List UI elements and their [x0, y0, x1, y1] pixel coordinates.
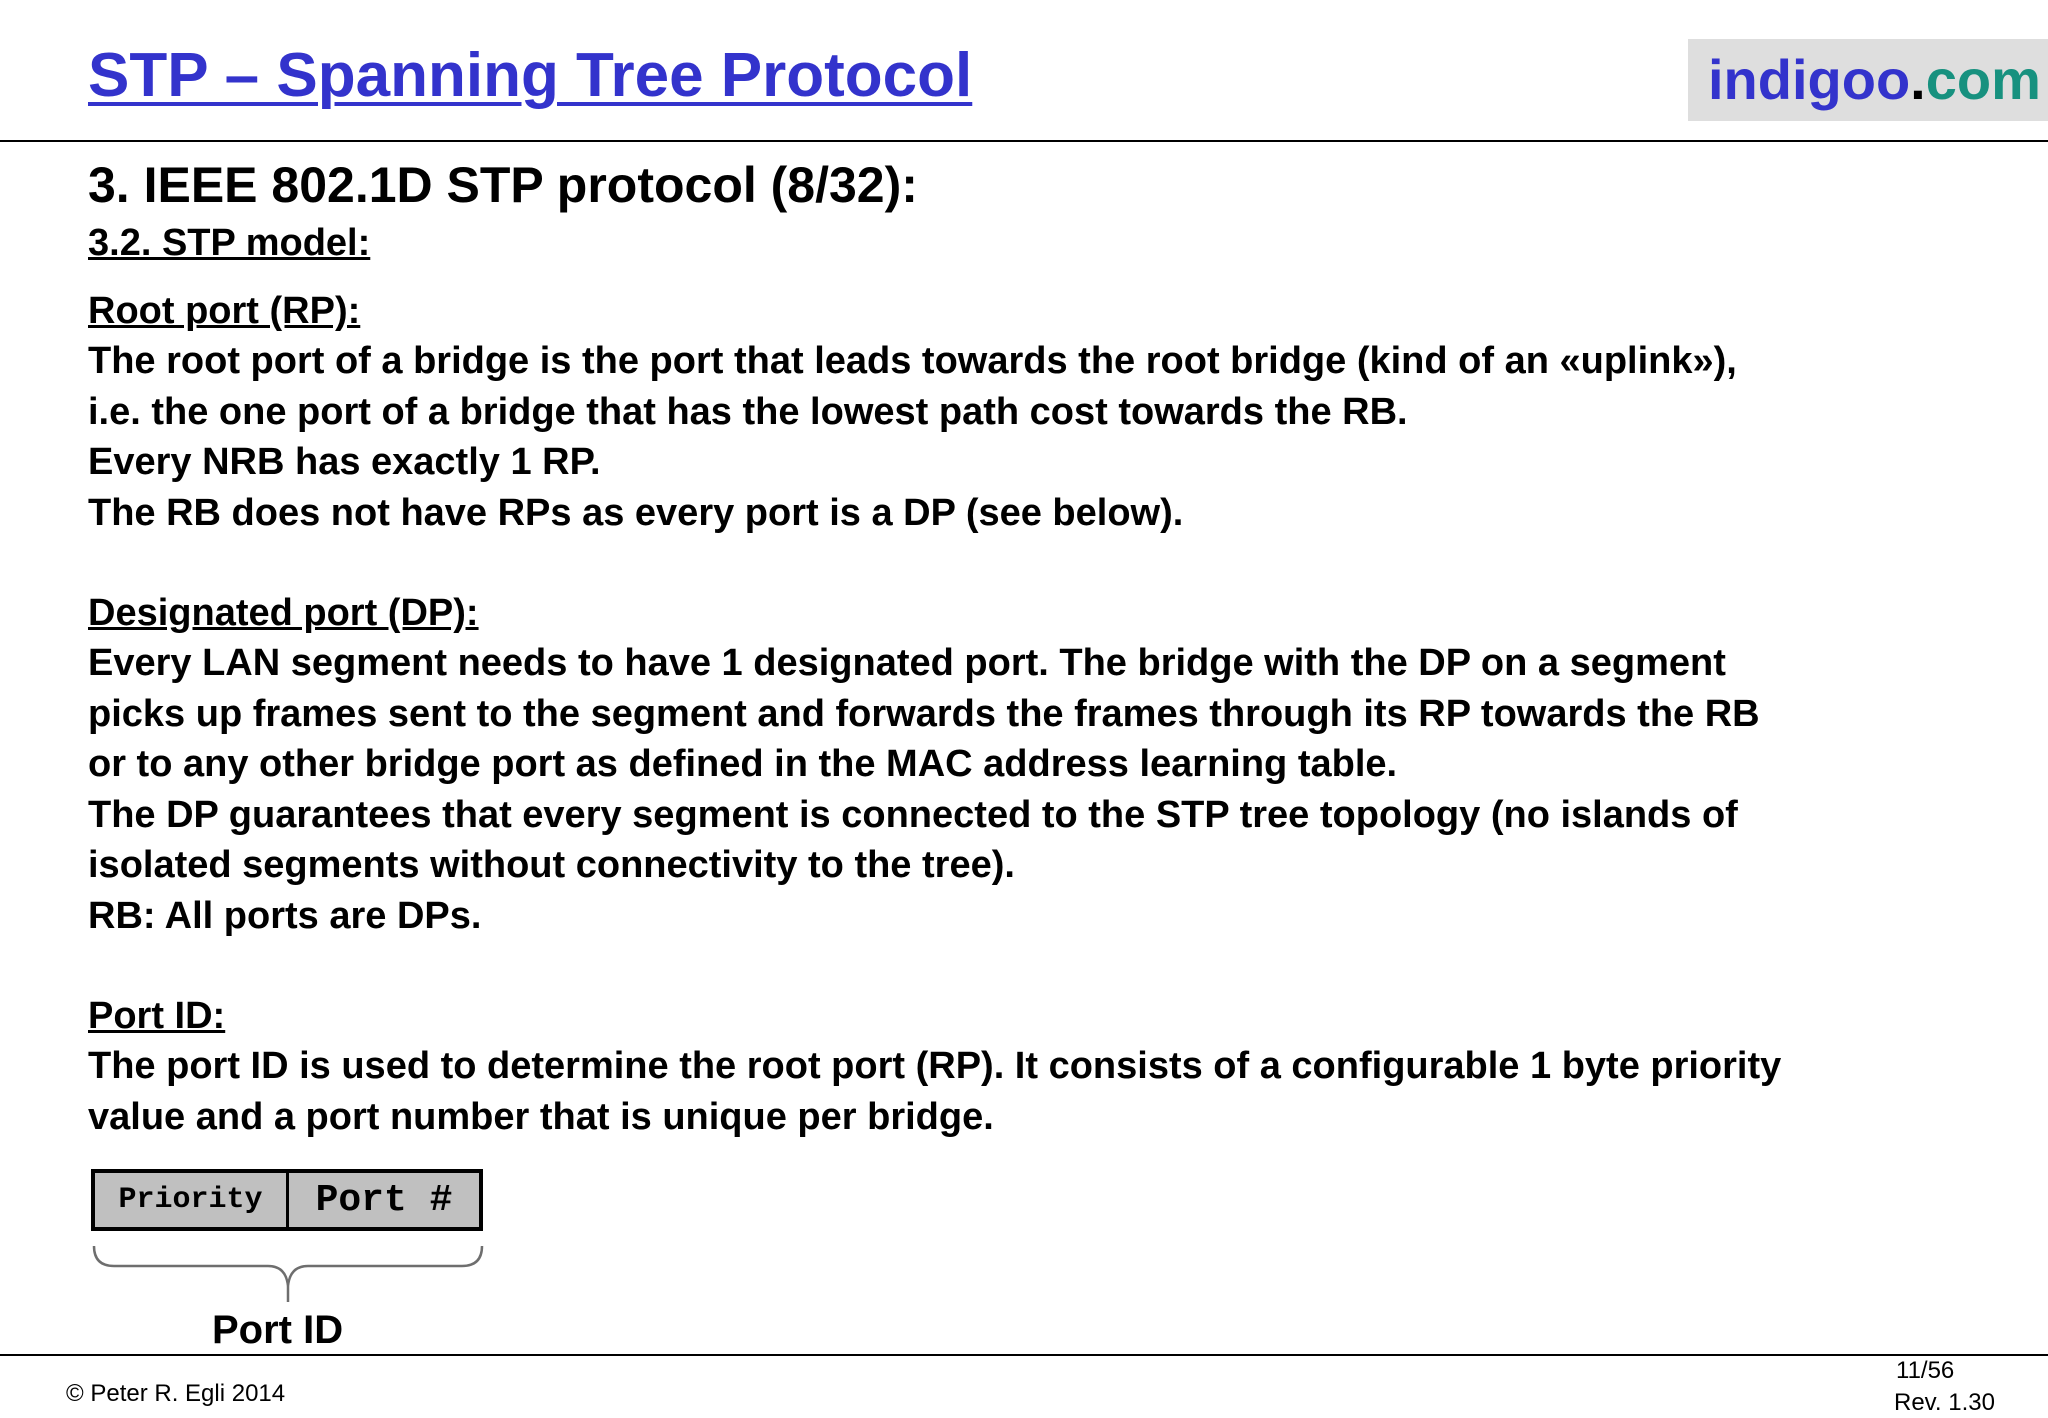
paragraph-line: The DP guarantees that every segment is connected to the STP tree topology (no islands of: [88, 793, 1738, 836]
paragraph-line: Every NRB has exactly 1 RP.: [88, 441, 601, 483]
slide-heading: 3. IEEE 802.1D STP protocol (8/32):: [88, 157, 918, 213]
section-title: Designated port (DP):: [88, 592, 479, 634]
slide-body: [88, 152, 2018, 1142]
paragraph-line: Every LAN segment needs to have 1 designated port. The bridge with the DP on a segment: [88, 642, 1726, 684]
revision-label: Rev. 1.30: [1894, 1389, 1995, 1416]
header-divider: [0, 140, 2048, 142]
port-id-field-diagram: [91, 1169, 483, 1231]
curly-brace-icon: [90, 1244, 486, 1306]
footer-divider: [0, 1354, 2048, 1356]
page-number: 11/56: [1896, 1357, 1955, 1384]
paragraph-line: i.e. the one port of a bridge that has the lowest path cost towards the RB.: [88, 390, 1408, 433]
paragraph-line: isolated segments without connectivity to the tree).: [88, 844, 1015, 886]
paragraph-line: RB: All ports are DPs.: [88, 894, 482, 937]
paragraph-line: or to any other bridge port as defined in the MAC address learning table.: [88, 743, 1398, 785]
paragraph-line: The root port of a bridge is the port that leads towards the root bridge (kind of an «uplink»),: [88, 340, 1737, 382]
paragraph-line: picks up frames sent to the segment and forwards the frames through its RP towards the RB: [88, 692, 1760, 735]
section-title: Root port (RP):: [88, 290, 361, 332]
section-root-port: [88, 286, 2018, 538]
paragraph-line: The port ID is used to determine the root port (RP). It consists of a configurable 1 byte priority: [88, 1045, 1782, 1087]
brand-dot: .: [1910, 48, 1926, 111]
section-title: Port ID:: [88, 995, 226, 1037]
section-port-id: [88, 991, 2018, 1142]
paragraph-line: value and a port number that is unique per bridge.: [88, 1095, 994, 1138]
brand-logo: [1688, 39, 2048, 121]
brand-name-part: indigoo: [1708, 48, 1911, 111]
port-number-field: Port #: [315, 1178, 453, 1222]
paragraph-line: The RB does not have RPs as every port is a DP (see below).: [88, 491, 1184, 534]
slide-title-link[interactable]: STP – Spanning Tree Protocol: [88, 41, 973, 110]
brand-domain-part: com: [1925, 48, 2041, 111]
copyright-text: © Peter R. Egli 2014: [66, 1380, 286, 1407]
slide-subheading: 3.2. STP model:: [88, 222, 371, 264]
section-designated-port: [88, 588, 2018, 941]
port-id-label: Port ID: [212, 1308, 344, 1352]
priority-field: Priority: [95, 1173, 289, 1227]
